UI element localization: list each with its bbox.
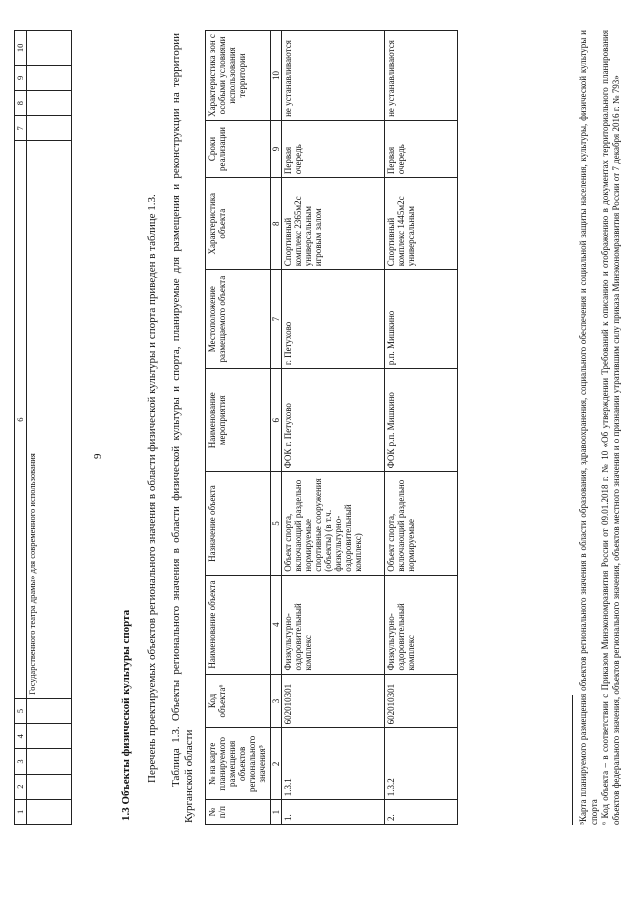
table-number-row [271, 31, 282, 825]
column-number-cell: 3 [15, 749, 27, 774]
table-cell: Физкультурно-оздоровительный комплекс [282, 575, 385, 674]
table-cell: 1. [282, 800, 385, 825]
column-number-cell: 10 [15, 31, 27, 66]
footnote-5: ⁵Карта планируемого размещения объектов регионального значения в области образования, здравоохранения, социального обеспечения и социальной защиты населения, культуры, физической культуры и спорта [578, 30, 599, 825]
table-cell: Объект спорта, включающий раздельно нормируемые [385, 472, 458, 575]
table-cell: Государственного театра драмы» для современного использования [27, 141, 72, 698]
table-cell: г. Петухово [282, 270, 385, 369]
column-header: № п/п [206, 800, 271, 825]
table-cell [27, 749, 72, 774]
previous-table-body-row [27, 31, 72, 825]
table-cell [27, 698, 72, 723]
column-number-cell: 3 [271, 674, 282, 728]
column-header: Наименование мероприятия [206, 369, 271, 472]
column-header: Местоположение размещаемого объекта [206, 270, 271, 369]
section-heading: 1.3 Объекты физической культуры спорта [120, 609, 132, 821]
table-cell [27, 799, 72, 824]
footnote-separator [572, 695, 573, 825]
objects-table [205, 30, 458, 825]
table-cell: не устанавливаются [385, 31, 458, 121]
table-cell: 602010301 [282, 674, 385, 728]
column-number-cell: 5 [15, 698, 27, 723]
column-number-cell: 9 [271, 120, 282, 177]
table-cell [27, 65, 72, 90]
table-cell: Физкультурно-оздоровительный комплекс [385, 575, 458, 674]
table-cell: Спортивный комплекс 1445м2с универсальным [385, 178, 458, 270]
column-header: Характеристика зон с особыми условиями использования территории [206, 31, 271, 121]
column-header: Характеристика объекта [206, 178, 271, 270]
table-cell [27, 774, 72, 799]
section-intro-text: Перечень проектируемых объектов регионального значения в области физической культуры и спорта приведен в таблице 1.3. [146, 194, 158, 783]
table-cell [27, 31, 72, 66]
column-header: № на карте планируемого размещения объектов регионального значения⁵ [206, 728, 271, 800]
column-header: Наименование объекта [206, 575, 271, 674]
column-number-cell: 8 [271, 178, 282, 270]
column-number-cell: 2 [271, 728, 282, 800]
table-cell: 2. [385, 800, 458, 825]
table-cell: 602010301 [385, 674, 458, 728]
table-cell [27, 90, 72, 115]
column-number-cell: 8 [15, 90, 27, 115]
column-header: Код объекта⁶ [206, 674, 271, 728]
table-caption: Таблица 1.3. Объекты регионального значения в области физической культуры и спорта, планируемые для размещения и реконструкции на территории Курганской области [170, 33, 195, 823]
table-cell: Спортивный комплекс 2365м2с универсальным игровым залом [282, 178, 385, 270]
table-cell: 1.3.2 [385, 728, 458, 800]
table-cell: ФОК г. Петухово [282, 369, 385, 472]
page-number: 9 [92, 453, 104, 459]
table-row [385, 31, 458, 825]
table-cell [27, 116, 72, 141]
table-cell: р.п. Мишкино [385, 270, 458, 369]
table-cell: не устанавливаются [282, 31, 385, 121]
column-number-cell: 1 [15, 799, 27, 824]
table-row [282, 31, 385, 825]
column-number-cell: 4 [15, 724, 27, 749]
column-number-cell: 9 [15, 65, 27, 90]
column-number-cell: 10 [271, 31, 282, 121]
table-cell: Первая очередь [282, 120, 385, 177]
previous-table-number-row [15, 31, 27, 825]
column-number-cell: 6 [15, 141, 27, 698]
table-header-row [206, 31, 271, 825]
table-cell [27, 724, 72, 749]
column-number-cell: 5 [271, 472, 282, 575]
column-header: Назначение объекта [206, 472, 271, 575]
table-cell: Первая очередь [385, 120, 458, 177]
column-number-cell: 2 [15, 774, 27, 799]
table-cell: Объект спорта, включающий раздельно нормируемые спортивные сооружения (объекты) (в т.ч. физкультурно-оздоровительный комплекс) [282, 472, 385, 575]
table-cell: 1.3.1 [282, 728, 385, 800]
previous-table-continuation [14, 30, 72, 825]
column-number-cell: 1 [271, 800, 282, 825]
table-cell: ФОК р.п. Мишкино [385, 369, 458, 472]
column-number-cell: 7 [271, 270, 282, 369]
footnote-6: ⁶ Код объекта – в соответствии с Приказом Минэкономразвития России от 09.01.2018 г. № 10 «Об утверждении Требований к описанию и отображению в документах территориального планирования объектов федерального значения, объектов регионального значения, объектов местного значения и о признании утратившим силу приказа Минэкономразвития России от 7 декабря 2016 г. № 793» [600, 30, 621, 825]
column-header: Сроки реализации [206, 120, 271, 177]
column-number-cell: 7 [15, 116, 27, 141]
column-number-cell: 4 [271, 575, 282, 674]
column-number-cell: 6 [271, 369, 282, 472]
